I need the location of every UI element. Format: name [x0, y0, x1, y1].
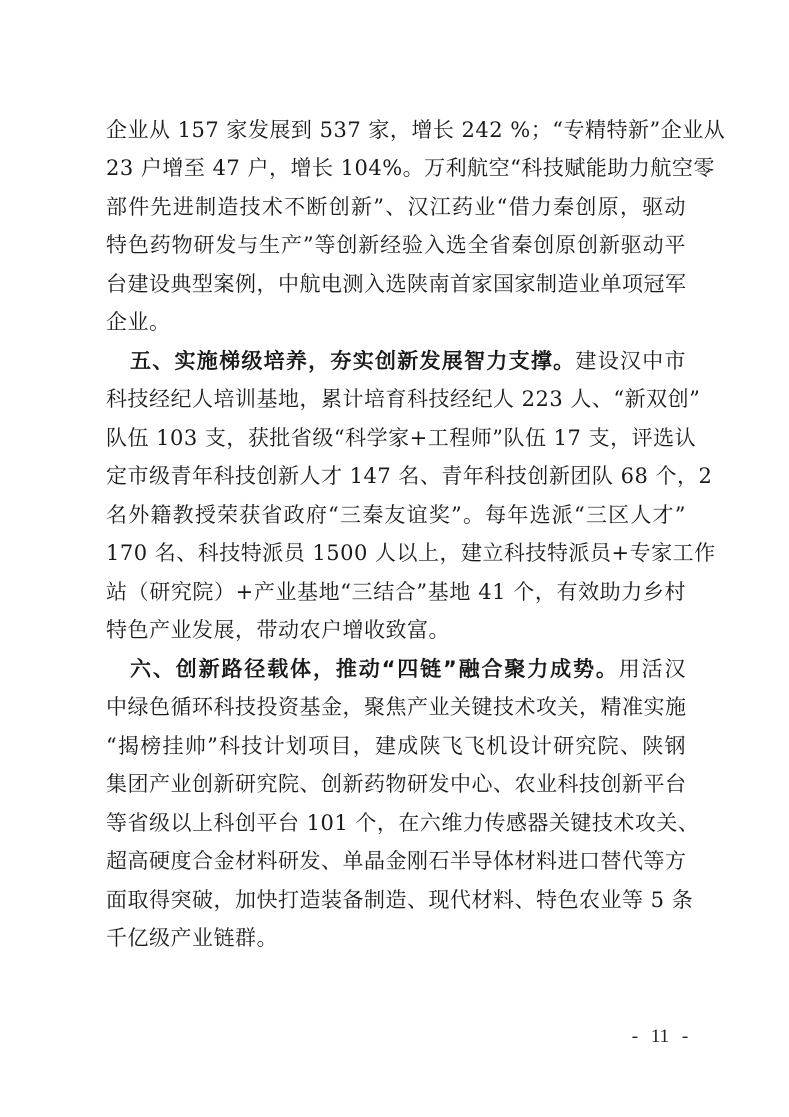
text-line: 超高硬度合金材料研发、单晶金刚石半导体材料进口替代等方	[106, 849, 687, 873]
text-line: 部件先进制造技术不断创新”、汉江药业“借力秦创原，驱动	[106, 195, 686, 219]
text-line: 队伍 103 支，获批省级“科学家+工程师”队伍 17 支，评选认	[106, 426, 697, 450]
text-fragment: 用活汉	[618, 657, 687, 681]
text-line: 站（研究院）+产业基地“三结合”基地 41 个，有效助力乡村	[106, 580, 686, 604]
text-line: 170 名、科技特派员 1500 人以上，建立科技特派员+专家工作	[106, 541, 716, 565]
text-line: 定市级青年科技创新人才 147 名、青年科技创新团队 68 个，2	[106, 464, 713, 488]
text-line: 特色药物研发与生产”等创新经验入选全省秦创原创新驱动平	[106, 233, 686, 257]
section-heading-line	[130, 650, 686, 688]
text-line: 企业从 157 家发展到 537 家，增长 242 %；“专精特新”企业从	[106, 118, 726, 142]
text-line: 企业。	[106, 310, 171, 334]
text-line: 科技经纪人培训基地，累计培育科技经纪人 223 人、“新双创”	[106, 387, 701, 411]
text-line: 等省级以上科创平台 101 个，在六维力传感器关键技术攻关、	[106, 811, 700, 835]
text-line: 千亿级产业链群。	[106, 926, 278, 950]
text-line: 面取得突破，加快打造装备制造、现代材料、特色农业等 5 条	[106, 888, 694, 912]
text-line: 中绿色循环科技投资基金，聚焦产业关键技术攻关，精准实施	[106, 695, 687, 719]
text-line: “揭榜挂帅”科技计划项目，建成陕飞飞机设计研究院、陕钢	[106, 734, 686, 758]
text-fragment: 建设汉中市	[575, 349, 687, 373]
text-line: 名外籍教授荣获省政府“三秦友谊奖”。每年选派“三区人才”	[106, 503, 686, 527]
text-line: 台建设典型案例，中航电测入选陕南首家国家制造业单项冠军	[106, 272, 687, 296]
text-line: 集团产业创新研究院、创新药物研发中心、农业科技创新平台	[106, 772, 687, 796]
section-heading: 六、创新路径载体，推动“四链”融合聚力成势。	[130, 657, 619, 681]
page-number: - 11 -	[631, 1026, 689, 1047]
text-line: 23 户增至 47 户，增长 104%。万利航空“科技赋能助力航空零	[106, 156, 715, 180]
text-line: 特色产业发展，带动农户增收致富。	[106, 618, 450, 642]
section-heading: 五、实施梯级培养，夯实创新发展智力支撑。	[130, 349, 576, 373]
section-heading-line	[130, 342, 686, 380]
